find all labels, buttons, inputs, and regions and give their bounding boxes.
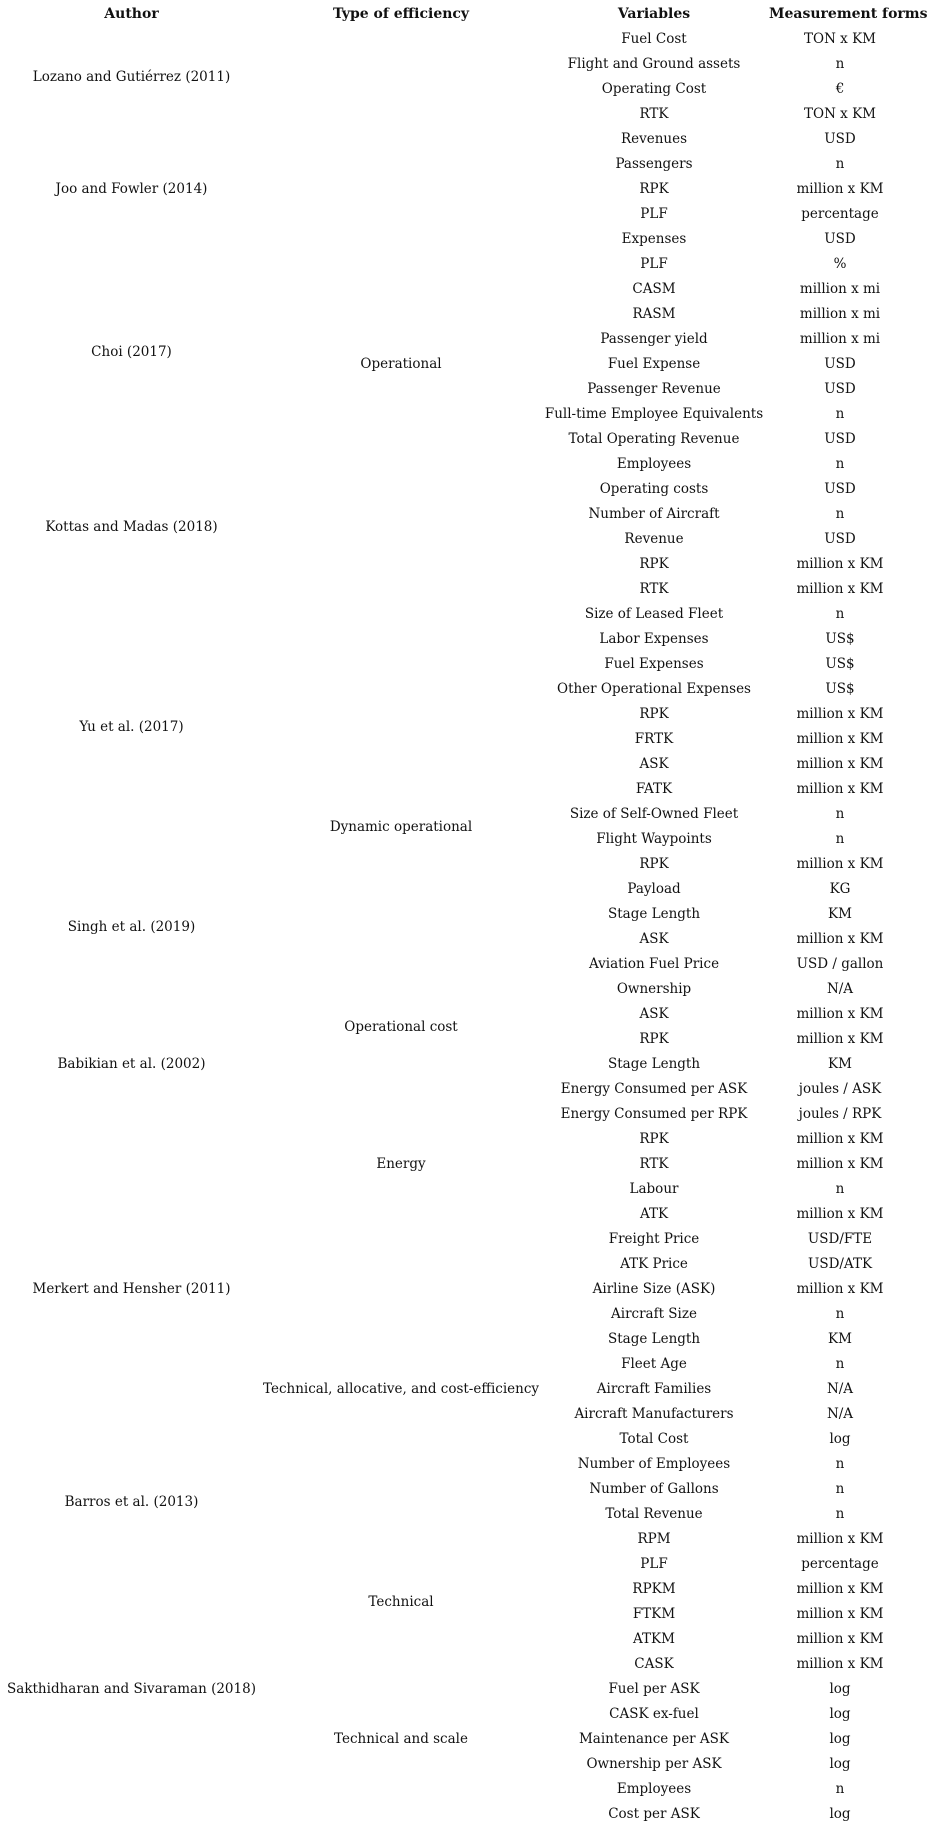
variable-cell: RPK [639,1031,669,1047]
variable-cell: FTKM [632,1606,676,1622]
measurement-cell: n [835,1456,845,1472]
measurement-cell: log [829,1681,851,1697]
variable-cell: CASM [632,281,676,297]
variable-cell: Passengers [615,156,693,172]
measurement-cell: million x KM [796,181,884,197]
measurement-cell: n [835,1506,845,1522]
variable-cell: Labor Expenses [599,631,709,647]
author-cell: Sakthidharan and Sivaraman (2018) [7,1681,256,1697]
author-cell: Choi (2017) [91,343,172,360]
measurement-cell: log [829,1731,851,1747]
efficiency-type-cell: Energy [376,1156,426,1172]
measurement-cell: million x KM [796,1606,884,1622]
variable-cell: CASK [634,1656,674,1672]
measurement-cell: n [835,1356,845,1372]
measurement-header: Measurement forms [769,6,928,22]
measurement-cell: USD [824,481,856,497]
variable-cell: PLF [640,1556,668,1572]
variable-cell: Total Operating Revenue [568,431,740,447]
measurement-cell: million x KM [796,1131,884,1147]
measurement-cell: n [835,1481,845,1497]
variable-cell: ATK [639,1206,669,1222]
measurement-cell: n [835,806,845,822]
variable-cell: FATK [635,781,673,797]
variable-cell: RASM [632,306,676,322]
variable-cell: Payload [627,881,681,897]
measurement-cell: n [835,606,845,622]
variable-cell: Number of Employees [577,1456,731,1472]
measurement-cell: USD [824,356,856,372]
variable-cell: ASK [639,1006,669,1022]
measurement-cell: log [829,1756,851,1772]
variable-cell: Fuel Cost [621,31,687,47]
measurement-cell: percentage [801,206,879,222]
variable-cell: PLF [640,256,668,272]
variable-cell: Employees [616,456,692,472]
measurement-cell: USD/FTE [807,1231,873,1247]
variable-cell: PLF [640,206,668,222]
measurement-cell: n [835,406,845,422]
variable-cell: Ownership per ASK [586,1756,722,1772]
variable-cell: Aircraft Size [611,1306,697,1322]
variable-cell: Stage Length [607,906,701,922]
variable-cell: Labour [629,1181,679,1197]
variable-cell: Energy Consumed per ASK [560,1081,748,1097]
variable-cell: Aircraft Families [596,1381,712,1397]
measurement-cell: n [835,456,845,472]
variable-cell: Fuel per ASK [608,1681,700,1697]
measurement-cell: million x mi [799,281,881,297]
variable-cell: Operating Cost [601,81,707,97]
type-header: Type of efficiency [332,6,470,22]
measurement-cell: million x KM [796,1531,884,1547]
variable-cell: RPK [639,856,669,872]
variable-cell: RPM [637,1531,671,1547]
variable-cell: Revenues [620,131,688,147]
variable-cell: Passenger yield [600,331,708,347]
variable-cell: ATKM [633,1631,675,1647]
variable-cell: Fleet Age [621,1356,687,1372]
variable-cell: Flight Waypoints [596,831,712,847]
measurement-cell: N/A [826,1381,854,1397]
measurement-cell: USD [824,131,856,147]
variable-cell: RPK [639,706,669,722]
efficiency-type-cell: Dynamic operational [329,818,473,835]
variable-cell: Operating costs [599,481,709,497]
measurement-cell: million x KM [796,1156,884,1172]
author-header: Author [104,6,159,22]
efficiency-type-cell: Technical [368,1593,434,1610]
variable-cell: Cost per ASK [608,1806,700,1822]
variable-cell: Flight and Ground assets [567,56,741,72]
variable-cell: Aircraft Manufacturers [574,1406,734,1422]
measurement-cell: n [835,56,845,72]
author-cell: Singh et al. (2019) [67,918,196,935]
efficiency-type-cell: Operational [360,356,442,372]
measurement-cell: million x KM [796,1281,884,1297]
measurement-cell: log [829,1806,851,1822]
variable-cell: Maintenance per ASK [578,1731,730,1747]
variable-cell: RTK [639,1156,669,1172]
variable-cell: Airline Size (ASK) [592,1281,716,1297]
measurement-cell: KM [828,1056,852,1072]
author-cell: Kottas and Madas (2018) [45,518,218,535]
variable-cell: Other Operational Expenses [557,681,751,697]
variable-cell: FRTK [634,731,674,747]
measurement-cell: USD/ATK [807,1256,873,1272]
variable-cell: Full-time Employee Equivalents [544,406,764,422]
variable-cell: Size of Self-Owned Fleet [569,806,739,822]
measurement-cell: percentage [801,1556,879,1572]
measurement-cell: % [833,256,847,272]
variable-cell: ASK [639,931,669,947]
variable-cell: ASK [639,756,669,772]
variable-cell: Energy Consumed per RPK [560,1106,748,1122]
table-body [0,27,911,1827]
measurement-cell: n [835,1306,845,1322]
measurement-cell: USD / gallon [796,956,884,972]
measurement-cell: KM [828,1331,852,1347]
measurement-cell: n [835,156,845,172]
measurement-cell: million x KM [796,1631,884,1647]
variable-cell: Total Revenue [605,1506,703,1522]
variable-cell: Employees [616,1781,692,1797]
measurement-cell: million x KM [796,581,884,597]
measurement-cell: joules / ASK [798,1081,882,1097]
variable-cell: Fuel Expenses [604,656,704,672]
measurement-cell: US$ [825,631,855,647]
measurement-cell: TON x KM [804,106,876,122]
variable-cell: RPK [639,181,669,197]
variable-cell: Total Cost [619,1431,689,1447]
variable-cell: ATK Price [620,1256,688,1272]
measurement-cell: US$ [825,681,855,697]
variable-cell: RPK [639,1131,669,1147]
measurement-cell: log [829,1706,851,1722]
measurement-cell: million x KM [796,1031,884,1047]
variable-cell: Ownership [616,981,692,997]
measurement-cell: million x KM [796,1006,884,1022]
variable-cell: Stage Length [607,1331,701,1347]
measurement-cell: USD [824,531,856,547]
variable-cell: Fuel Expense [607,356,701,372]
header-row [0,2,911,27]
variable-cell: Aviation Fuel Price [588,956,720,972]
variable-cell: RPKM [632,1581,676,1597]
variable-cell: Expenses [621,231,687,247]
variable-cell: Number of Gallons [589,1481,719,1497]
variable-cell: Freight Price [608,1231,700,1247]
measurement-cell: KG [829,881,851,897]
measurement-cell: million x KM [796,1581,884,1597]
variable-cell: Stage Length [607,1056,701,1072]
measurement-cell: € [835,81,845,97]
variable-cell: RTK [639,581,669,597]
measurement-cell: USD [824,231,856,247]
variable-cell: Passenger Revenue [587,381,721,397]
variable-cell: RTK [639,106,669,122]
variable-cell: Size of Leased Fleet [584,606,724,622]
measurement-cell: KM [828,906,852,922]
author-cell: Yu et al. (2017) [79,718,184,735]
author-cell: Merkert and Hensher (2011) [32,1281,231,1297]
variable-cell: Number of Aircraft [588,506,720,522]
author-cell: Joo and Fowler (2014) [55,181,208,197]
author-cell: Babikian et al. (2002) [57,1056,206,1072]
measurement-cell: million x KM [796,931,884,947]
measurement-cell: TON x KM [804,31,876,47]
measurement-cell: N/A [826,981,854,997]
measurement-cell: US$ [825,656,855,672]
measurement-cell: million x mi [799,306,881,322]
measurement-cell: million x KM [796,756,884,772]
measurement-cell: million x KM [796,706,884,722]
variables-header: Variables [617,6,691,22]
measurement-cell: million x KM [796,731,884,747]
measurement-cell: million x mi [799,331,881,347]
efficiency-type-cell: Technical and scale [334,1731,468,1747]
measurement-cell: n [835,831,845,847]
measurement-cell: million x KM [796,1656,884,1672]
author-cell: Barros et al. (2013) [64,1493,199,1510]
measurement-cell: log [829,1431,851,1447]
table-row [0,1552,911,1577]
measurement-cell: joules / RPK [798,1106,882,1122]
measurement-cell: million x KM [796,856,884,872]
measurement-cell: million x KM [796,1206,884,1222]
variable-cell: RPK [639,556,669,572]
measurement-cell: USD [824,431,856,447]
author-cell: Lozano and Gutiérrez (2011) [32,68,231,85]
measurement-cell: million x KM [796,781,884,797]
table-row [0,27,911,52]
efficiency-type-cell: Operational cost [344,1018,458,1035]
measurement-cell: n [835,506,845,522]
variable-cell: CASK ex-fuel [609,1706,699,1722]
efficiency-variables-table [0,2,928,1827]
measurement-cell: n [835,1181,845,1197]
measurement-cell: million x KM [796,556,884,572]
variable-cell: Revenue [624,531,684,547]
measurement-cell: USD [824,381,856,397]
efficiency-type-cell: Technical, allocative, and cost-efficiency [263,1381,540,1397]
measurement-cell: n [835,1781,845,1797]
measurement-cell: N/A [826,1406,854,1422]
